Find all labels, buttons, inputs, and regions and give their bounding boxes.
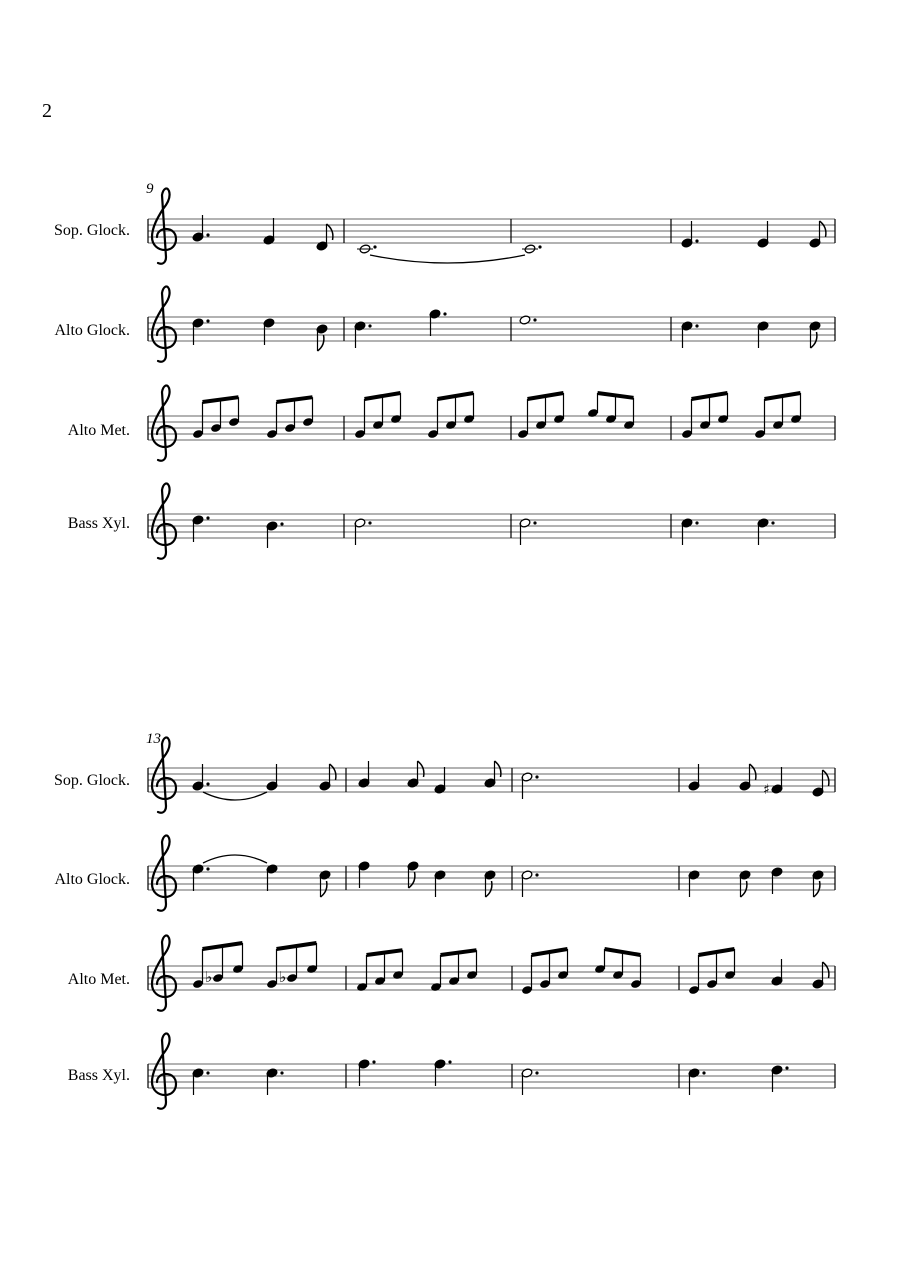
note <box>357 244 377 254</box>
treble-clef-icon <box>152 835 176 910</box>
treble-clef-icon <box>152 286 176 361</box>
note <box>434 767 446 794</box>
note <box>771 959 783 986</box>
tie <box>203 855 267 863</box>
note <box>739 870 751 897</box>
beam-group <box>192 397 240 439</box>
note <box>688 870 700 897</box>
note <box>354 518 372 545</box>
note <box>688 1068 706 1095</box>
instrument-label: Bass Xyl. <box>67 515 130 532</box>
note <box>192 1068 210 1095</box>
note <box>316 224 333 251</box>
svg-text:♭: ♭ <box>279 968 287 986</box>
note <box>434 870 446 897</box>
instrument-label: Alto Glock. <box>54 871 130 888</box>
staff <box>148 286 835 361</box>
measure-number: 13 <box>146 731 161 747</box>
note <box>316 324 328 351</box>
staff <box>148 737 835 812</box>
note <box>266 521 284 548</box>
note <box>763 767 783 798</box>
tie <box>370 255 525 263</box>
svg-text:♭: ♭ <box>205 968 213 986</box>
note <box>266 864 278 891</box>
staff <box>148 188 835 263</box>
instrument-label: Sop. Glock. <box>54 772 130 789</box>
note <box>809 321 821 348</box>
note <box>319 870 331 897</box>
beam-group <box>430 950 478 992</box>
beam-group <box>594 949 642 989</box>
note <box>519 518 537 545</box>
page-number: 2 <box>42 100 52 122</box>
treble-clef-icon <box>152 1033 176 1108</box>
note <box>757 518 775 545</box>
treble-clef-icon <box>152 188 176 263</box>
instrument-label: Alto Met. <box>67 422 130 439</box>
note <box>266 1068 284 1095</box>
staff <box>148 1033 835 1108</box>
note <box>521 870 539 897</box>
beam-group <box>356 950 404 992</box>
note <box>263 218 275 245</box>
treble-clef-icon <box>152 385 176 460</box>
note <box>521 772 539 799</box>
note <box>484 761 501 788</box>
note <box>192 864 210 891</box>
measure-number: 9 <box>146 181 154 197</box>
beam-group <box>266 397 314 439</box>
note <box>681 321 699 348</box>
instrument-label: Sop. Glock. <box>54 222 130 239</box>
staff <box>148 483 835 558</box>
treble-clef-icon <box>152 935 176 1010</box>
beam-group <box>587 393 635 430</box>
tie <box>203 792 267 800</box>
note <box>519 315 537 325</box>
treble-clef-icon <box>152 737 176 812</box>
note <box>521 1068 539 1095</box>
staff <box>148 385 835 460</box>
note <box>757 321 769 348</box>
note <box>484 870 496 897</box>
instrument-label: Bass Xyl. <box>67 1067 130 1084</box>
instrument-label: Alto Glock. <box>54 322 130 339</box>
note <box>358 761 370 788</box>
note <box>407 761 424 788</box>
svg-text:♯: ♯ <box>763 782 770 798</box>
note <box>354 321 372 348</box>
note <box>681 518 699 545</box>
note <box>522 244 542 254</box>
instrument-label: Alto Met. <box>67 971 130 988</box>
note <box>429 309 447 336</box>
note <box>812 870 824 897</box>
treble-clef-icon <box>152 483 176 558</box>
